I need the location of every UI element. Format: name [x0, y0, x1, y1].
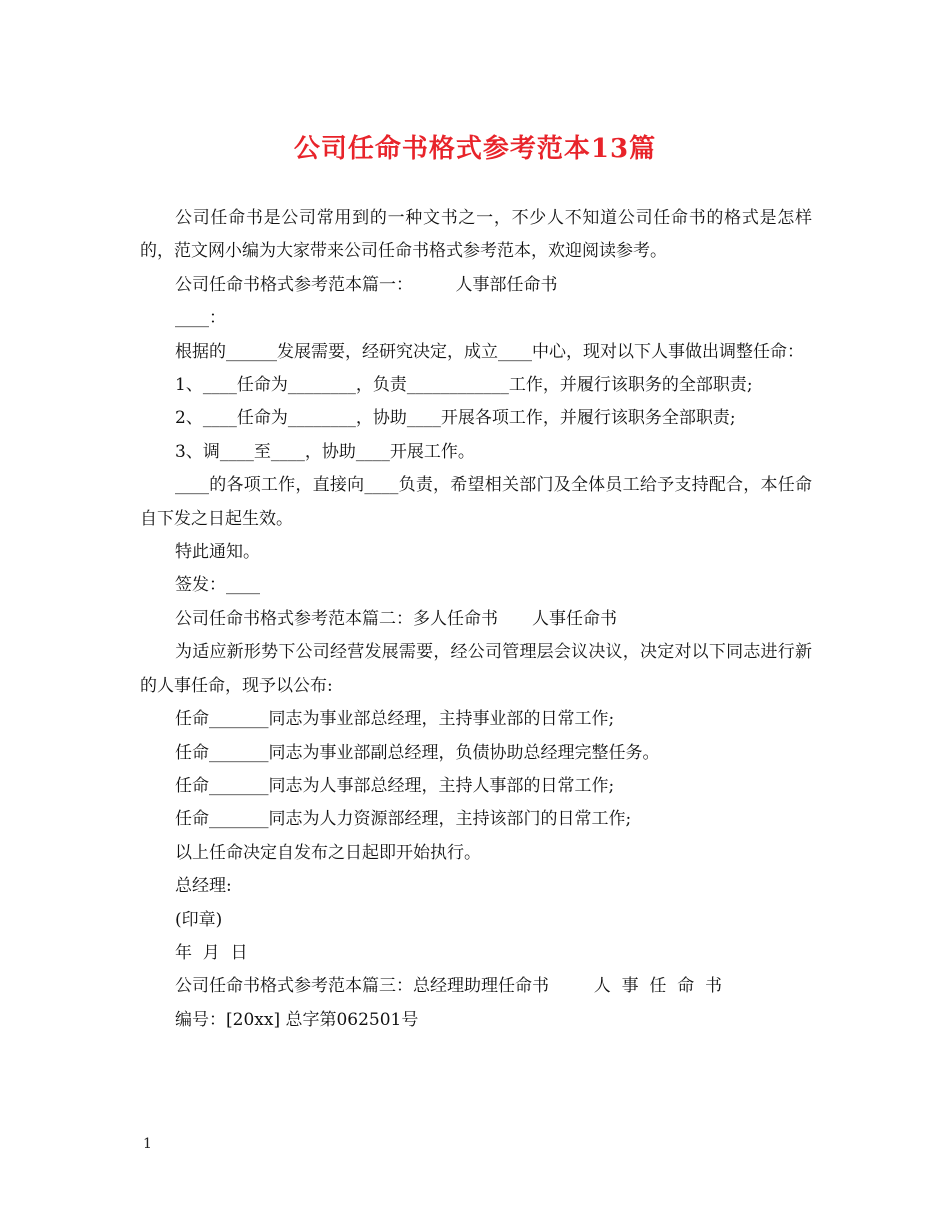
- appointment-line: 任命_______同志为人力资源部经理，主持该部门的日常工作;: [175, 809, 632, 830]
- page-number: 1: [143, 1136, 152, 1152]
- document-body: [140, 202, 812, 1037]
- list-item: 3、调____至____，协助____开展工作。: [175, 441, 475, 462]
- paragraph: 特此通知。: [175, 542, 260, 563]
- appointment-line: 任命_______同志为事业部总经理，主持事业部的日常工作;: [175, 709, 615, 730]
- section-heading-3: 公司任命书格式参考范本篇三：总经理助理任命书 人 事 任 命 书: [175, 976, 723, 997]
- list-item: 2、____任命为________，协助____开展各项工作，并履行该职务全部职责;: [175, 408, 736, 429]
- document-title: 公司任命书格式参考范本13篇: [293, 134, 657, 164]
- addressee-line: ____：: [175, 308, 226, 329]
- seal-label: (印章): [175, 909, 223, 930]
- paragraph: 以上任命决定自发布之日起即开始执行。: [175, 842, 481, 863]
- intro-paragraph: 公司任命书是公司常用到的一种文书之一，不少人不知道公司任命书的格式是怎样的，范文网小编为大家带来公司任命书格式参考范本，欢迎阅读参考。: [140, 208, 812, 262]
- section-heading-2: 公司任命书格式参考范本篇二：多人任命书 人事任命书: [175, 608, 617, 629]
- signature-line: 签发：____: [175, 575, 260, 596]
- signer-label: 总经理:: [175, 876, 232, 897]
- list-item: 1、____任命为________，负责____________工作，并履行该职务的全部职责;: [175, 375, 753, 396]
- date-line: 年 月 日: [175, 942, 248, 963]
- paragraph: 为适应新形势下公司经营发展需要，经公司管理层会议决议，决定对以下同志进行新的人事任命，现予以公布:: [140, 642, 812, 696]
- section-heading-1: 公司任命书格式参考范本篇一： 人事部任命书: [175, 274, 558, 295]
- document-number: 编号：[20xx] 总字第062501号: [175, 1009, 419, 1030]
- paragraph: ____的各项工作，直接向____负责，希望相关部门及全体员工给予支持配合，本任命自下发之日起生效。: [140, 475, 812, 529]
- paragraph: 根据的______发展需要，经研究决定，成立____中心，现对以下人事做出调整任命：: [175, 341, 804, 362]
- appointment-line: 任命_______同志为人事部总经理，主持人事部的日常工作;: [175, 775, 615, 796]
- appointment-line: 任命_______同志为事业部副总经理，负债协助总经理完整任务。: [175, 742, 660, 763]
